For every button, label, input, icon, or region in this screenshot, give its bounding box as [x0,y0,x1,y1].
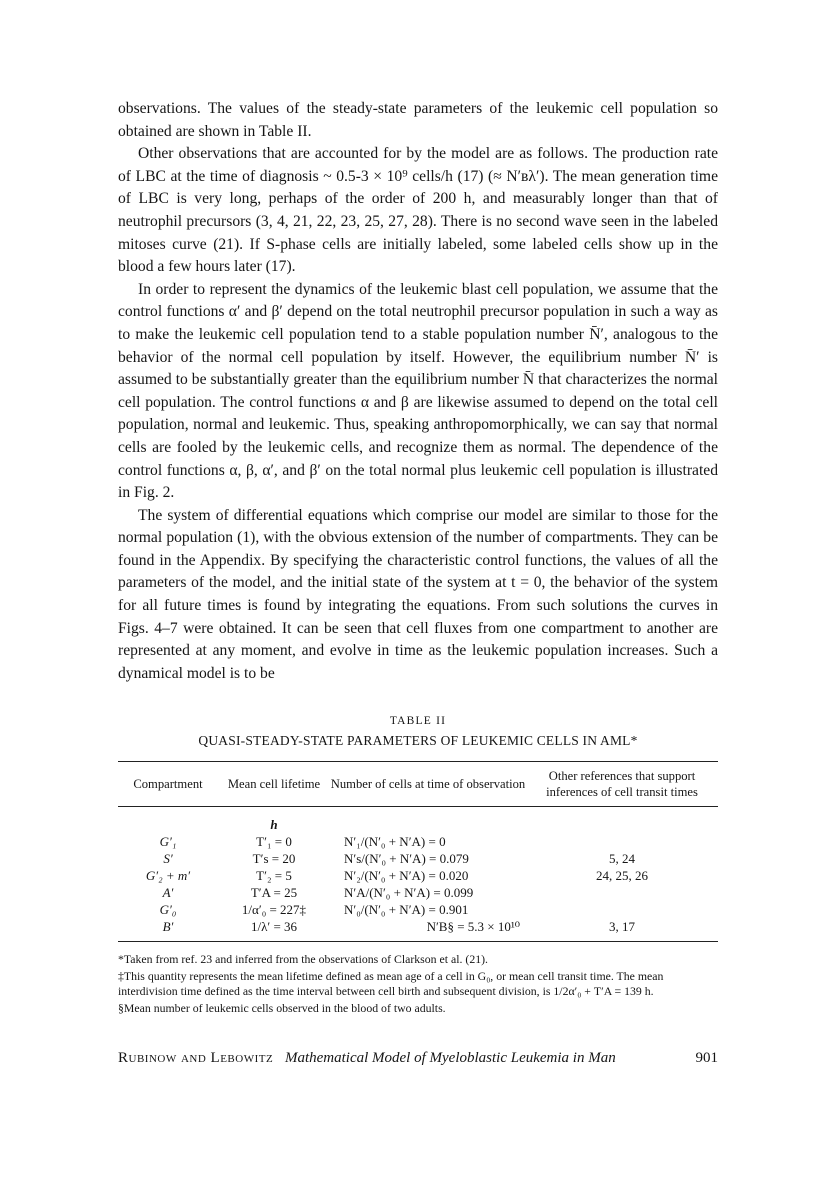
cell-compartment: G′₂ + m′ [145,868,191,884]
table-header-row [118,762,718,806]
cell-count: N′₁/(N′₀ + N′A) = 0 [344,834,446,850]
header-cells: Number of cells at time of observation [330,777,526,792]
unit-row [118,807,718,833]
cell-compartment: G′₀ [159,902,177,918]
header-references: Other references that support inferences of cell transit times [546,769,698,800]
paragraph: observations. The values of the steady-state parameters of the leukemic cell population so obtained are shown in Table II. [118,100,718,140]
table-row [118,833,718,850]
page-body [118,98,718,1018]
footnote: ‡This quantity represents the mean lifetime defined as mean age of a cell in G₀, or mean cell transit time. The mean interdivision time defined as the time interval between cell birth and subsequent division, is 1/2α′₀ + T′A = 139 h. [118,969,664,999]
table-row [118,918,718,935]
cell-count: N′₂/(N′₀ + N′A) = 0.020 [344,868,469,884]
cell-refs: 24, 25, 26 [596,868,648,884]
cell-count: N′B§ = 5.3 × 10¹⁰ [426,919,520,935]
cell-refs [526,901,718,918]
table-row [118,867,718,884]
table-label: TABLE II [389,715,447,728]
footnote: §Mean number of leukemic cells observed in the blood of two adults. [118,1001,446,1016]
footnote: *Taken from ref. 23 and inferred from the observations of Clarkson et al. (21). [118,952,489,967]
cell-refs: 3, 17 [609,919,635,935]
cell-lifetime: T′s = 20 [252,851,296,867]
footer-title: Mathematical Model of Myeloblastic Leukemia in Man [284,1050,616,1066]
cell-refs [526,884,718,901]
table-bottom-rule [118,941,718,942]
cell-lifetime: T′₂ = 5 [256,868,292,884]
cell-count: N′₀/(N′₀ + N′A) = 0.901 [344,902,469,918]
cell-compartment: A′ [162,885,174,901]
cell-compartment: S′ [163,851,173,867]
cell-lifetime: T′₁ = 0 [256,834,292,850]
running-footer [118,1050,718,1067]
paragraph: In order to represent the dynamics of the leukemic blast cell population, we assume that the control functions α′ and β′ depend on the total neutrophil precursor population in such a way as to make the leukemic cell population tend to a stable population number N̄′, analogous to the behavior of the normal cell population by itself. However, the equilibrium number N̄′ is assumed to be substantially greater than the equilibrium number N̄ that characterizes the normal cell population. The control functions α and β are likewise assumed to depend on the total cell population, normal and leukemic. Thus, speaking anthropomorphically, we can say that normal cells are fooled by the leukemic cells, and recognize them as normal. The dependence of the control functions α, β, α′, and β′ on the total normal plus leukemic cell population is illustrated in Fig. 2. [118,280,718,502]
cell-compartment: B′ [162,919,174,935]
header-lifetime: Mean cell lifetime [227,777,321,792]
footer-authors: Rubinow and Lebowitz [118,1050,274,1066]
table-title: QUASI-STEADY-STATE PARAMETERS OF LEUKEMIC CELLS IN AML* [198,733,638,749]
parameters-table [118,762,718,935]
cell-lifetime: T′A = 25 [250,885,298,901]
cell-compartment: G′₁ [159,834,177,850]
table-row [118,901,718,918]
table-row [118,850,718,867]
page-number: 901 [695,1050,718,1066]
cell-count: N′A/(N′₀ + N′A) = 0.099 [344,885,474,901]
cell-count: N′s/(N′₀ + N′A) = 0.079 [344,851,469,867]
cell-lifetime: 1/λ′ = 36 [250,919,298,935]
paragraph: The system of differential equations which comprise our model are similar to those for the normal population (1), with the obvious extension of the number of compartments. They can be found in the Appendix. By specifying the characteristic control functions, the values of all the parameters of the model, and the initial state of the system at t = 0, the behavior of the system for all future times is found by integrating the equations. From such solutions the curves in Figs. 4–7 were obtained. It can be seen that cell fluxes from one compartment to another are represented at any moment, and evolve in time as the leukemic population increases. Such a dynamical model is to be [118,506,718,682]
footnotes [118,952,718,1016]
cell-refs: 5, 24 [609,851,635,867]
table-row [118,884,718,901]
header-compartment: Compartment [133,777,203,792]
unit-label: h [270,817,278,833]
cell-lifetime: 1/α′₀ = 227‡ [241,902,307,918]
paragraph: Other observations that are accounted for by the model are as follows. The production rate of LBC at the time of diagnosis ~ 0.5-3 × 10⁹ cells/h (17) (≈ N′ʙλ′). The mean generation time of LBC is very long, perhaps of the order of 200 h, and measurably longer than that of neutrophil precursors (3, 4, 21, 22, 23, 25, 27, 28). There is no second wave seen in the labeled mitoses curve (21). If S-phase cells are initially labeled, some labeled cells show up in the blood a few hours later (17). [118,145,718,276]
cell-refs [526,833,718,850]
